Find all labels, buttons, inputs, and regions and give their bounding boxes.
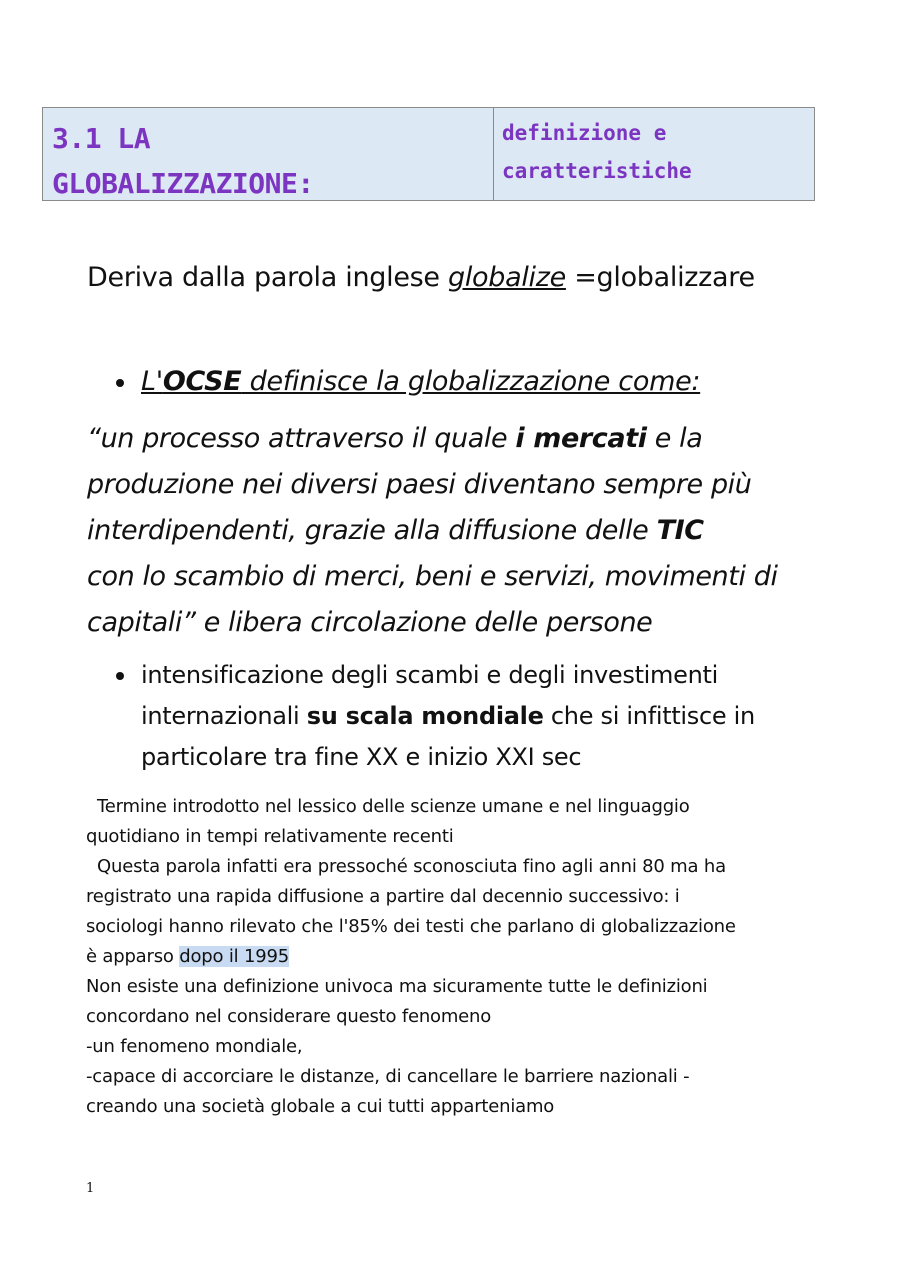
quote-line — [87, 508, 827, 554]
body-line: Non esiste una definizione univoca ma sicuramente tutte le definizioni — [86, 976, 708, 997]
ocse-suffix: definisce la globalizzazione come: — [241, 366, 701, 397]
ocse-bullet — [116, 362, 816, 402]
body-line: -capace di accorciare le distanze, di cancellare le barriere nazionali - — [86, 1066, 690, 1087]
chapter-title-line2: GLOBALIZZAZIONE: — [52, 167, 314, 200]
etymology-paragraph — [87, 258, 847, 298]
quote-text: interdipendenti, grazie alla diffusione delle — [87, 515, 657, 546]
quote-line: con lo scambio di merci, beni e servizi, movimenti di — [87, 561, 778, 592]
quote-line: capitali” e libera circolazione delle persone — [87, 607, 653, 638]
title-table — [42, 107, 815, 201]
body-line: registrato una rapida diffusione a partire dal decennio successivo: i — [86, 886, 680, 907]
body-paragraph — [86, 792, 826, 1122]
quote-line — [87, 416, 827, 462]
etymology-text: Deriva dalla parola inglese — [87, 262, 448, 293]
intensification-line: particolare tra fine XX e inizio XXI sec — [141, 743, 582, 771]
intensification-text-part: internazionali — [141, 702, 307, 730]
intensification-bold: su scala mondiale — [306, 702, 544, 730]
intensification-line — [141, 696, 755, 737]
quote-text: e la — [646, 423, 703, 454]
quote-bold-markets: i mercati — [515, 423, 647, 454]
chapter-title — [43, 108, 494, 200]
body-line — [86, 852, 826, 882]
body-line-text: Termine introdotto nel lessico delle scienze umane e nel linguaggio — [97, 796, 690, 817]
intensification-text-part: che si infittisce in — [543, 702, 755, 730]
body-line: concordano nel considerare questo fenomeno — [86, 1006, 492, 1027]
ocse-quote — [87, 416, 827, 646]
intensification-bullet — [116, 655, 816, 778]
quote-bold-tic: TIC — [656, 515, 704, 546]
intensification-text — [141, 655, 755, 778]
highlighted-text: dopo il 1995 — [179, 946, 289, 967]
etymology-meaning: =globalizzare — [565, 262, 755, 293]
body-line-text: è apparso — [86, 946, 180, 967]
body-line: -un fenomeno mondiale, — [86, 1036, 303, 1057]
page-number: 1 — [86, 1181, 95, 1196]
chapter-subtitle-line1: definizione e — [502, 121, 667, 145]
ocse-definition-heading — [141, 362, 700, 402]
body-line — [86, 792, 826, 822]
body-line: sociologi hanno rilevato che l'85% dei testi che parlano di globalizzazione — [86, 916, 736, 937]
bullet-dot-icon — [116, 672, 124, 680]
quote-line: produzione nei diversi paesi diventano sempre più — [87, 469, 752, 500]
body-line: creando una società globale a cui tutti apparteniamo — [86, 1096, 555, 1117]
intensification-line: intensificazione degli scambi e degli investimenti — [141, 661, 718, 689]
etymology-word: globalize — [448, 262, 566, 293]
body-line-text: Questa parola infatti era pressoché sconosciuta fino agli anni 80 ma ha — [97, 856, 726, 877]
body-line: quotidiano in tempi relativamente recenti — [86, 826, 454, 847]
bullet-dot-icon — [116, 379, 124, 387]
ocse-acronym: OCSE — [162, 366, 242, 397]
ocse-prefix: L' — [141, 366, 163, 397]
body-line — [86, 942, 826, 972]
chapter-subtitle-line2: caratteristiche — [502, 159, 692, 183]
chapter-subtitle — [494, 108, 814, 200]
quote-text: “un processo attraverso il quale — [87, 423, 516, 454]
chapter-title-line1: 3.1 LA — [52, 122, 151, 155]
